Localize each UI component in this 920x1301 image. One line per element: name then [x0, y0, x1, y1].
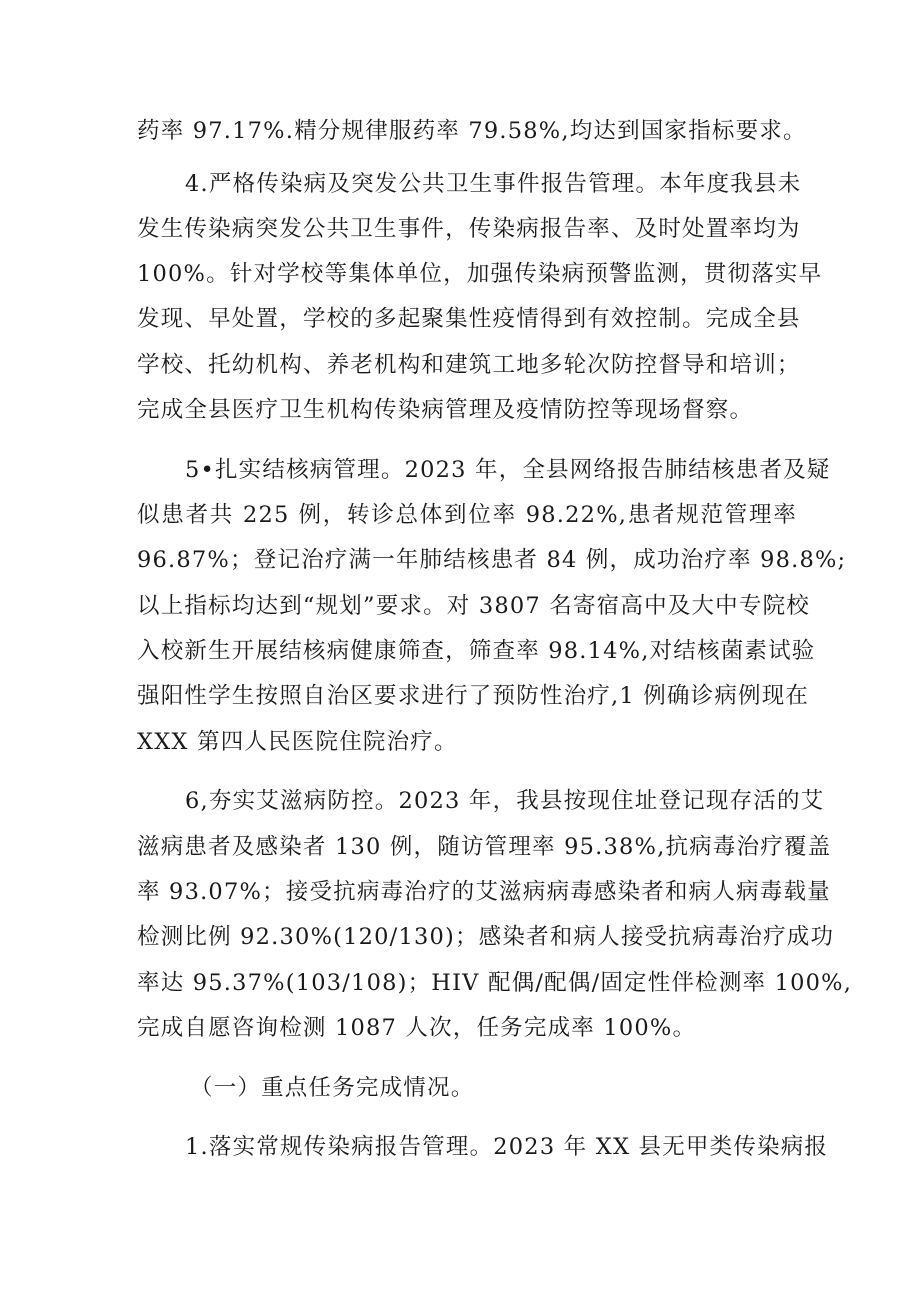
- paragraph-1-line-1: 1.落实常规传染病报告管理。2023 年 XX 县无甲类传染病报: [185, 1134, 829, 1160]
- paragraph-4-line-3: 100%。针对学校等集体单位，加强传染病预警监测，贯彻落实早: [137, 261, 823, 287]
- paragraph-4-line-1: 4.严格传染病及突发公共卫生事件报告管理。本年度我县未: [185, 171, 802, 197]
- paragraph-6-line-2: 滋病患者及感染者 130 例，随访管理率 95.38%,抗病毒治疗覆盖: [137, 834, 832, 860]
- paragraph-5-line-6: 强阳性学生按照自治区要求进行了预防性治疗,1 例确诊病例现在: [137, 683, 810, 709]
- paragraph-4-line-6: 完成全县医疗卫生机构传染病管理及疫情防控等现场督察。: [137, 397, 754, 423]
- paragraph-5-line-4: 以上指标均达到“规划”要求。对 3807 名寄宿高中及大中专院校: [137, 593, 810, 619]
- paragraph-4-line-4: 发现、早处置，学校的多起聚集性疫情得到有效控制。完成全县: [137, 306, 801, 332]
- paragraph-5-line-1: 5•扎实结核病管理。2023 年，全县网络报告肺结核患者及疑: [185, 457, 831, 483]
- paragraph-4-line-2: 发生传染病突发公共卫生事件，传染病报告率、及时处置率均为: [137, 216, 801, 242]
- paragraph-5-line-7: XXX 第四人民医院住院治疗。: [137, 729, 458, 755]
- paragraph-5-line-2: 似患者共 225 例，转诊总体到位率 98.22%,患者规范管理率: [137, 502, 797, 528]
- paragraph-6-line-4: 检测比例 92.30%(120/130)；感染者和病人接受抗病毒治疗成功: [137, 924, 835, 950]
- text-line-1: 药率 97.17%.精分规律服药率 79.58%,均达到国家指标要求。: [137, 118, 807, 144]
- paragraph-6-line-5: 率达 95.37%(103/108)；HIV 配偶/配偶/固定性伴检测率 100%,: [137, 970, 853, 996]
- paragraph-5-line-5: 入校新生开展结核病健康筛查，筛查率 98.14%,对结核菌素试验: [137, 638, 816, 664]
- paragraph-4-line-5: 学校、托幼机构、养老机构和建筑工地多轮次防控督导和培训；: [137, 352, 801, 378]
- paragraph-5-line-3: 96.87%；登记治疗满一年肺结核患者 84 例，成功治疗率 98.8%;: [137, 547, 847, 573]
- paragraph-6-line-6: 完成自愿咨询检测 1087 人次，任务完成率 100%。: [137, 1015, 697, 1041]
- paragraph-6-line-3: 率 93.07%；接受抗病毒治疗的艾滋病病毒感染者和病人病毒载量: [137, 879, 831, 905]
- section-heading: （一）重点任务完成情况。: [190, 1075, 475, 1101]
- paragraph-6-line-1: 6,夯实艾滋病防控。2023 年，我县按现住址登记现存活的艾: [185, 788, 825, 814]
